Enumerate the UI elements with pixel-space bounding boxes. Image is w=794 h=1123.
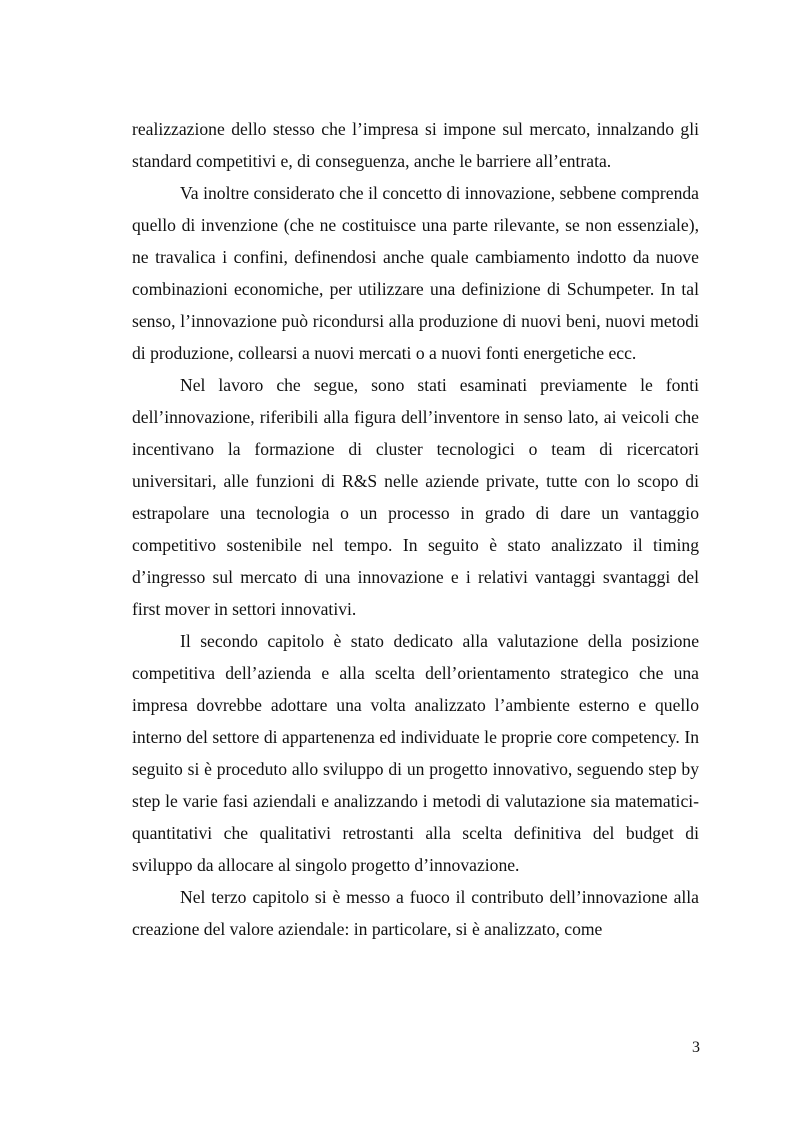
paragraph-sources-of-innovation: Nel lavoro che segue, sono stati esaminati previamente le fonti dell’innovazione, riferibili alla figura dell’inventore in senso lato, ai veicoli che incentivano la formazione di cluster tecnologici o team di ricercatori universitari, alle funzioni di R&S nelle aziende private, tutte con lo scopo di estrapolare una tecnologia o un processo in grado di dare un vantaggio competitivo sostenibile nel tempo. In seguito è stato analizzato il timing d’ingresso sul mercato di una innovazione e i relativi vantaggi svantaggi del first mover in settori innovativi. <box>132 375 699 619</box>
page-number: 3 <box>692 1039 700 1056</box>
paragraph-second-chapter: Il secondo capitolo è stato dedicato alla valutazione della posizione competitiva dell’azienda e alla scelta dell’orientamento strategico che una impresa dovrebbe adottare una volta analizzato l’ambiente esterno e quello interno del settore di appartenenza ed individuate le proprie core competency. In seguito si è proceduto allo sviluppo di un progetto innovativo, seguendo step by step le varie fasi aziendali e analizzando i metodi di valutazione sia matematici-quantitativi che qualitativi retrostanti alla scelta definitiva del budget di sviluppo da allocare al singolo progetto d’innovazione. <box>132 631 699 875</box>
paragraph-continuation: realizzazione dello stesso che l’impresa si impone sul mercato, innalzando gli standard competitivi e, di conseguenza, anche le barriere all’entrata. <box>132 119 699 171</box>
paragraph-third-chapter: Nel terzo capitolo si è messo a fuoco il contributo dell’innovazione alla creazione del valore aziendale: in particolare, si è analizzato, come <box>132 887 699 939</box>
body-text <box>132 113 699 945</box>
paragraph-innovation-concept: Va inoltre considerato che il concetto di innovazione, sebbene comprenda quello di invenzione (che ne costituisce una parte rilevante, se non essenziale), ne travalica i confini, definendosi anche quale cambiamento indotto da nuove combinazioni economiche, per utilizzare una definizione di Schumpeter. In tal senso, l’innovazione può ricondursi alla produzione di nuovi beni, nuovi metodi di produzione, collearsi a nuovi mercati o a nuovi fonti energetiche ecc. <box>132 183 699 363</box>
